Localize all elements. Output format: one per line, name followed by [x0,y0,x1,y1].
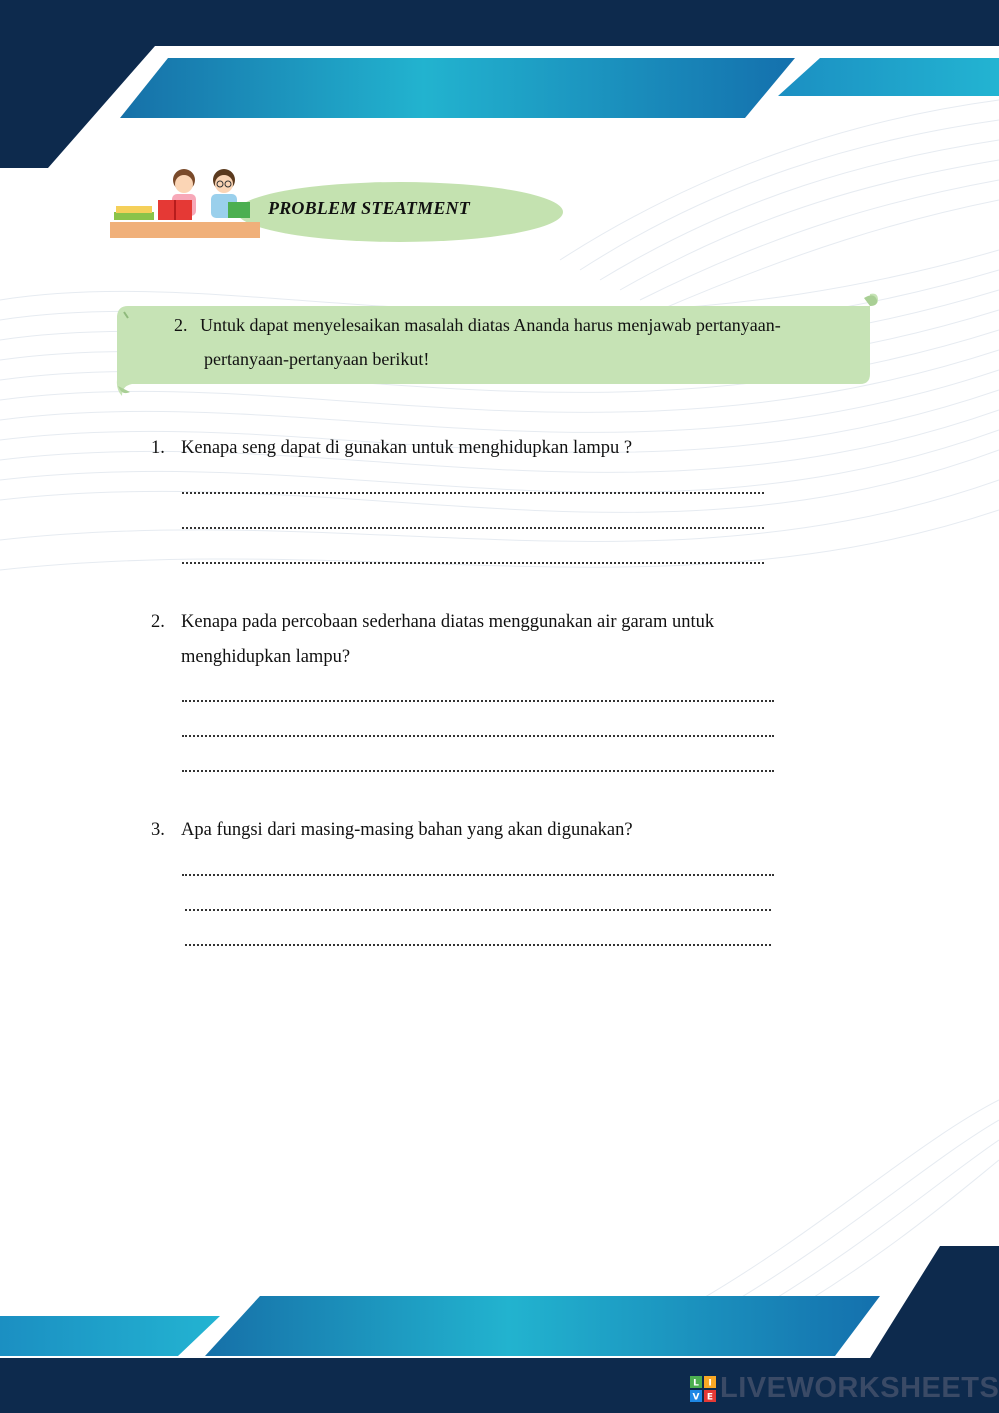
svg-text:V: V [692,1392,700,1402]
answer-line[interactable] [182,548,764,564]
liveworksheets-wordmark: LIVEWORKSHEETS [720,1372,999,1404]
answer-line[interactable] [182,478,764,494]
answer-line[interactable] [182,513,764,529]
instruction-number: 2. [174,315,188,335]
answer-line[interactable] [182,686,774,702]
answer-line[interactable] [182,860,774,876]
question-number: 3. [151,820,165,840]
question-text: Kenapa seng dapat di gunakan untuk menghidupkan lampu ? [181,438,633,458]
svg-text:I: I [708,1378,712,1389]
children-reading-illustration [110,166,262,238]
instruction-line-2: pertanyaan-pertanyaan berikut! [204,349,430,369]
section-title: PROBLEM STEATMENT [268,198,470,218]
question-text-continued: menghidupkan lampu? [181,647,351,667]
answer-line[interactable] [182,721,774,737]
svg-text:E: E [706,1392,714,1402]
question-text: Kenapa pada percobaan sederhana diatas menggunakan air garam untuk [181,612,715,632]
instruction-line-1: Untuk dapat menyelesaikan masalah diatas Ananda harus menjawab pertanyaan- [200,315,781,335]
question-number: 2. [151,612,165,632]
answer-line[interactable] [185,930,771,946]
question-number: 1. [151,438,165,458]
answer-line[interactable] [182,756,774,772]
svg-text:L: L [693,1378,699,1389]
liveworksheets-tiles-icon [690,1376,716,1402]
question-text: Apa fungsi dari masing-masing bahan yang akan digunakan? [181,820,633,840]
answer-line[interactable] [185,895,771,911]
